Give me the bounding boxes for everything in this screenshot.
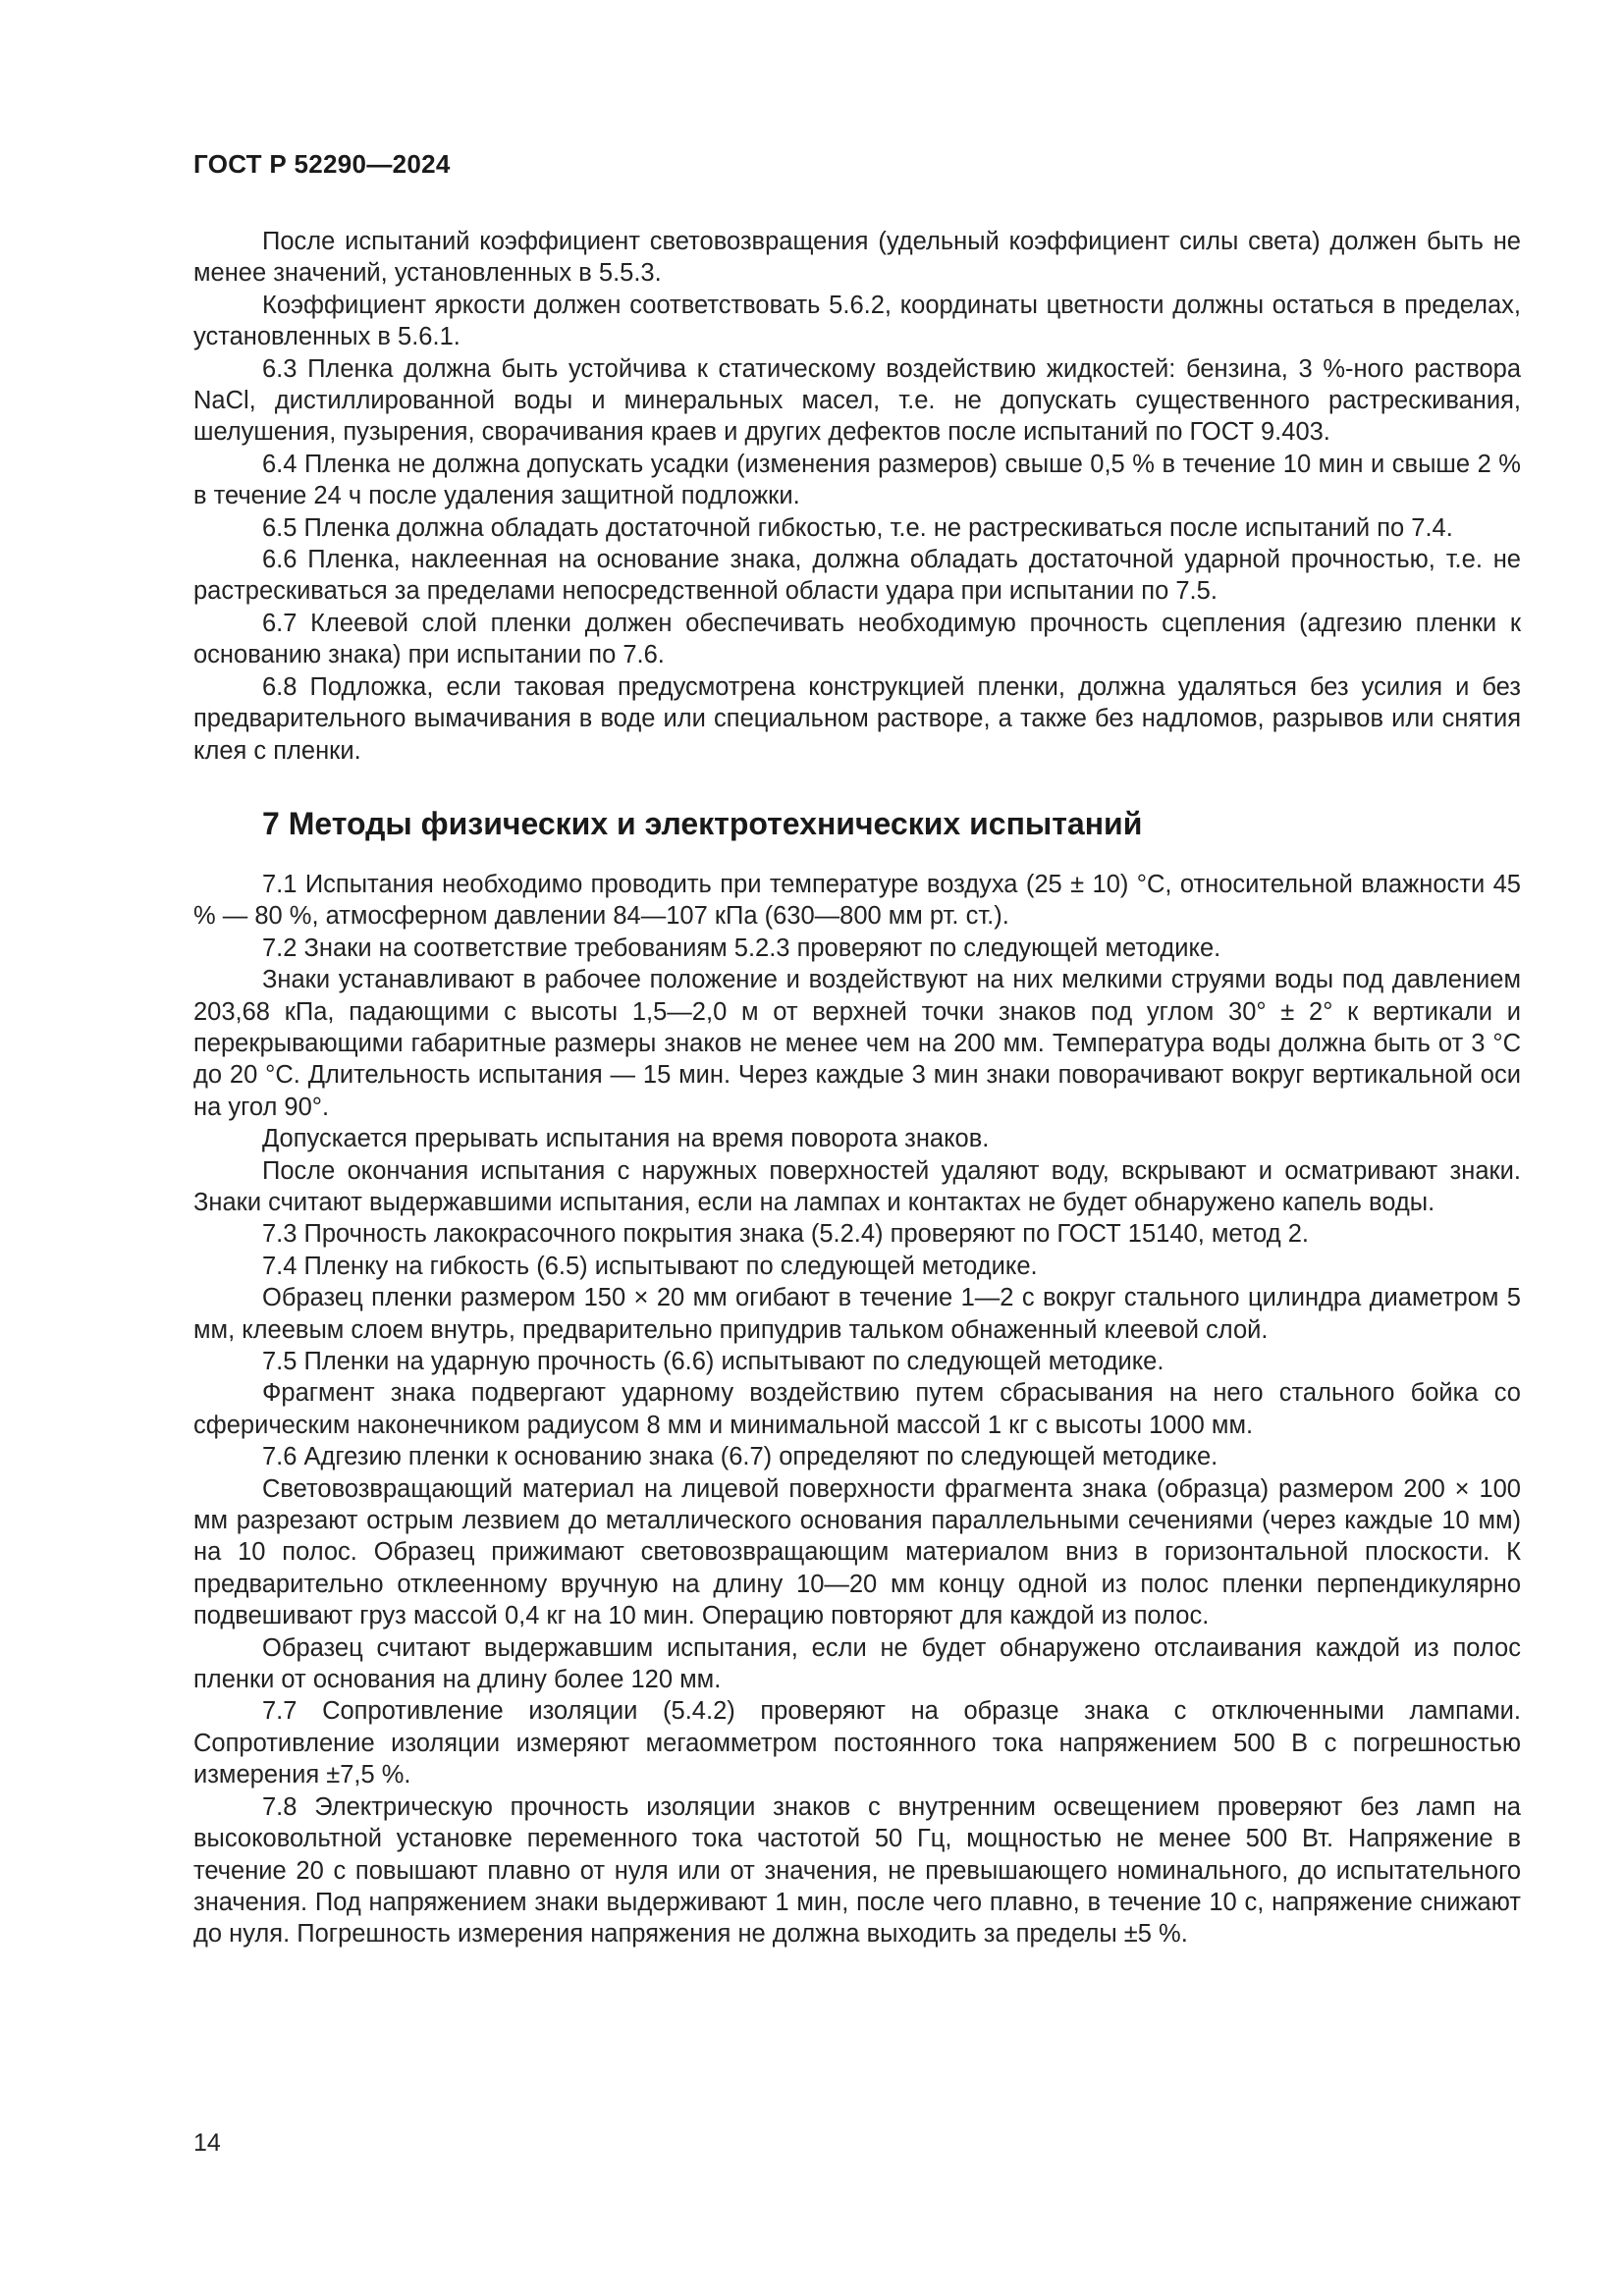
paragraph-7-5: 7.5 Пленки на ударную прочность (6.6) испытывают по следующей методике. xyxy=(262,1348,1164,1375)
paragraph: Образец пленки размером 150 × 20 мм огибают в течение 1—2 с вокруг стального цилиндра диаметром 5 мм, клеевым слоем внутрь, предварительно припудрив тальком обнаженный клеевой слой. xyxy=(193,1284,1521,1344)
paragraph-7-3: 7.3 Прочность лакокрасочного покрытия знака (5.2.4) проверяют по ГОСТ 15140, метод 2. xyxy=(262,1220,1309,1249)
paragraph: Световозвращающий материал на лицевой поверхности фрагмента знака (образца) размером 200 × 100 мм разрезают острым лезвием до металлического основания параллельными сечениями (через каждые 10 мм) на 10 полос. Образец прижимают световозвращающим материалом вниз в горизонтальной плоскости. К предварительно отклеенному вручную на длину 10—20 мм концу одной из полос пленки перпендикулярно подвешивают груз массой 0,4 кг на 10 мин. Операцию повторяют для каждой из полос. xyxy=(193,1474,1521,1630)
paragraph-6-7: 6.7 Клеевой слой пленки должен обеспечивать необходимую прочность сцепления (адгезию пленки к основанию знака) при испытании по 7.6. xyxy=(193,609,1521,669)
paragraph-7-7: 7.7 Сопротивление изоляции (5.4.2) проверяют на образце знака с отключенными лампами. Сопротивление изоляции измеряют мегаомметром постоянного тока напряжением 500 В с погрешностью измерения ±7,5 %. xyxy=(193,1697,1521,1789)
paragraph: После окончания испытания с наружных поверхностей удаляют воду, вскрывают и осматривают знаки. Знаки считают выдержавшими испытания, если на лампах и контактах не будет обнаружено капель воды. xyxy=(193,1156,1521,1216)
paragraph-7-2: 7.2 Знаки на соответствие требованиям 5.2.3 проверяют по следующей методике. xyxy=(262,934,1221,962)
paragraph-7-4: 7.4 Пленку на гибкость (6.5) испытывают по следующей методике. xyxy=(262,1252,1038,1280)
paragraph: Допускается прерывать испытания на время поворота знаков. xyxy=(262,1125,990,1153)
section-heading: 7 Методы физических и электротехнических испытаний xyxy=(262,805,1143,841)
page-number: 14 xyxy=(193,2129,221,2157)
paragraph-7-6: 7.6 Адгезию пленки к основанию знака (6.7) определяют по следующей методике. xyxy=(262,1443,1218,1471)
paragraph-7-8: 7.8 Электрическую прочность изоляции знаков с внутренним освещением проверяют без ламп на высоковольтной установке переменного тока частотой 50 Гц, мощностью не менее 500 Вт. Напряжение в течение 20 с повышают плавно от нуля или от значения, не превышающего номинального, до испытательного значения. Под напряжением знаки выдерживают 1 мин, после чего плавно, в течение 10 с, напряжение снижают до нуля. Погрешность измерения напряжения не должна выходить за пределы ±5 %. xyxy=(193,1792,1521,1949)
paragraph-6-5: 6.5 Пленка должна обладать достаточной гибкостью, т.е. не растрескиваться после испытаний по 7.4. xyxy=(262,513,1453,542)
paragraph: После испытаний коэффициент световозвращения (удельный коэффициент силы света) должен быть не менее значений, установленных в 5.5.3. xyxy=(193,228,1521,288)
paragraph: Образец считают выдержавшим испытания, если не будет обнаружено отслаивания каждой из полос пленки от основания на длину более 120 мм. xyxy=(193,1633,1521,1694)
paragraph: Фрагмент знака подвергают ударному воздействию путем сбрасывания на него стального бойка со сферическим наконечником радиусом 8 мм и минимальной массой 1 кг с высоты 1000 мм. xyxy=(193,1379,1521,1439)
paragraph-6-8: 6.8 Подложка, если таковая предусмотрена конструкцией пленки, должна удаляться без усилия и без предварительного вымачивания в воде или специальном растворе, а также без надломов, разрывов или снятия клея с пленки. xyxy=(193,672,1521,765)
paragraph-6-3: 6.3 Пленка должна быть устойчива к статическому воздействию жидкостей: бензина, 3 %-ного раствора NaCl, дистиллированной воды и минеральных масел, т.е. не допускать существенного растрескивания, шелушения, пузырения, сворачивания краев и других дефектов после испытаний по ГОСТ 9.403. xyxy=(193,354,1521,447)
paragraph-6-4: 6.4 Пленка не должна допускать усадки (изменения размеров) свыше 0,5 % в течение 10 мин и свыше 2 % в течение 24 ч после удаления защитной подложки. xyxy=(193,450,1521,510)
paragraph: Знаки устанавливают в рабочее положение и воздействуют на них мелкими струями воды под давлением 203,68 кПа, падающими с высоты 1,5—2,0 м от верхней точки знаков под углом 30° ± 2° к вертикали и перекрывающими габаритные размеры знаков не менее чем на 200 мм. Температура воды должна быть от 3 °С до 20 °С. Длительность испытания — 15 мин. Через каждые 3 мин знаки поворачивают вокруг вертикальной оси на угол 90°. xyxy=(193,966,1521,1121)
page-body xyxy=(193,226,1521,1950)
paragraph-7-1: 7.1 Испытания необходимо проводить при температуре воздуха (25 ± 10) °С, относительной влажности 45 % — 80 %, атмосферном давлении 84—107 кПа (630—800 мм рт. ст.). xyxy=(193,870,1521,931)
standard-header: ГОСТ Р 52290—2024 xyxy=(193,149,451,179)
paragraph: Коэффициент яркости должен соответствовать 5.6.2, координаты цветности должны остаться в пределах, установленных в 5.6.1. xyxy=(193,291,1521,351)
paragraph-6-6: 6.6 Пленка, наклеенная на основание знака, должна обладать достаточной ударной прочностью, т.е. не растрескиваться за пределами непосредственной области удара при испытании по 7.5. xyxy=(193,546,1521,606)
